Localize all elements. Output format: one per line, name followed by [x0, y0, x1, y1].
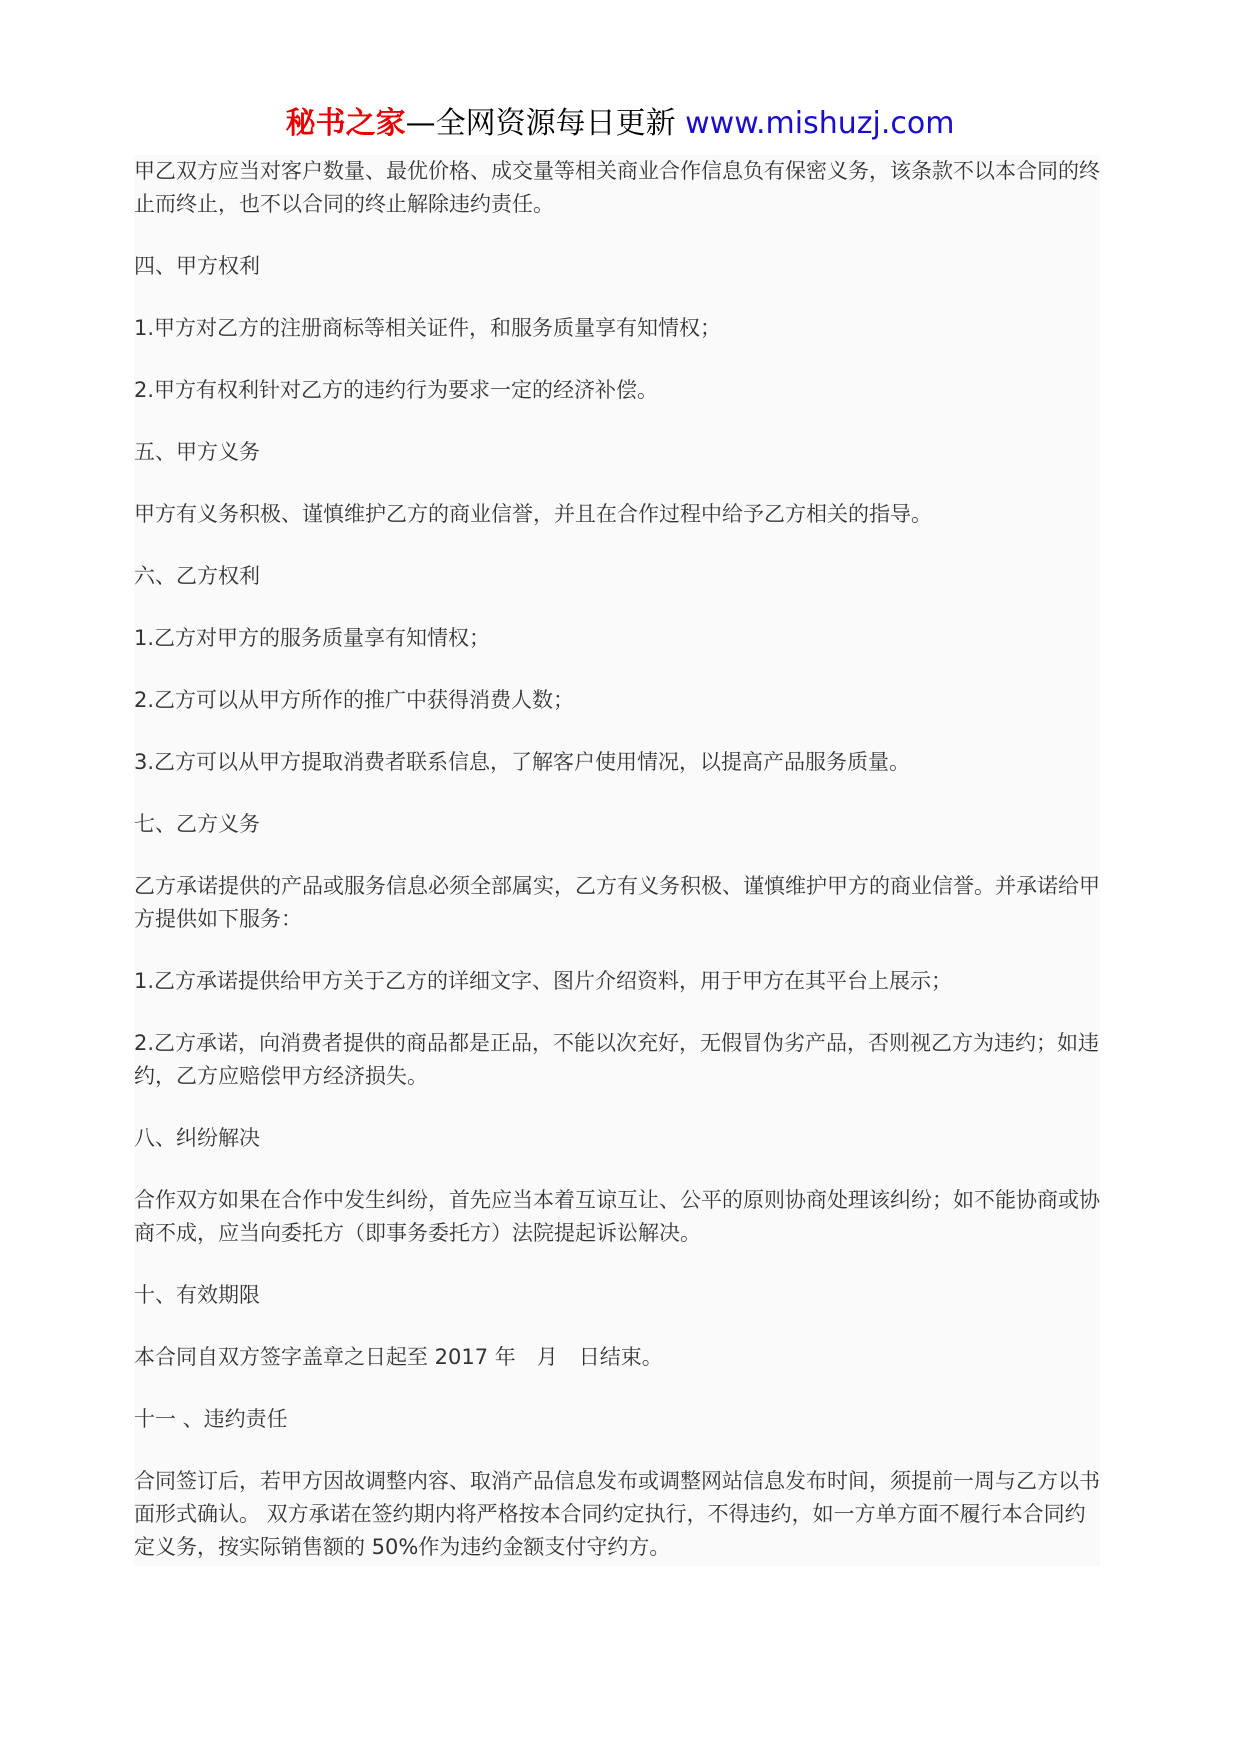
section-heading-dispute-resolution: 八、纠纷解决: [134, 1126, 260, 1150]
party-b-right-2: 2.乙方可以从甲方所作的推广中获得消费人数；: [134, 688, 575, 712]
validity-period-text: 本合同自双方签字盖章之日起至 2017 年 月 日结束。: [134, 1345, 663, 1369]
breach-liability-text: 合同签订后，若甲方因故调整内容、取消产品信息发布或调整网站信息发布时间，须提前一周与乙方以书面形式确认。 双方承诺在签约期内将严格按本合同约定执行，不得违约，如一方单方面不履行本合同约定义务，按实际销售额的 50%作为违约金额支付守约方。: [134, 1469, 1100, 1559]
dispute-resolution-text: 合作双方如果在合作中发生纠纷，首先应当本着互谅互让、公平的原则协商处理该纠纷；如不能协商或协商不成，应当向委托方（即事务委托方）法院提起诉讼解决。: [134, 1188, 1100, 1245]
party-b-obligation-intro: 乙方承诺提供的产品或服务信息必须全部属实，乙方有义务积极、谨慎维护甲方的商业信誉。并承诺给甲方提供如下服务：: [134, 874, 1100, 931]
party-a-right-1: 1.甲方对乙方的注册商标等相关证件，和服务质量享有知情权；: [134, 316, 722, 340]
brand-name: 秘书之家: [285, 106, 406, 141]
section-heading-breach-liability: 十一 、违约责任: [134, 1407, 288, 1431]
section-heading-party-b-obligations: 七、乙方义务: [134, 812, 260, 836]
party-a-right-2: 2.甲方有权利针对乙方的违约行为要求一定的经济补偿。: [134, 378, 659, 402]
party-b-obligation-1: 1.乙方承诺提供给甲方关于乙方的详细文字、图片介绍资料，用于甲方在其平台上展示；: [134, 969, 953, 993]
section-heading-party-a-obligations: 五、甲方义务: [134, 440, 260, 464]
section-heading-party-a-rights: 四、甲方权利: [134, 254, 260, 278]
page-header: [0, 102, 1240, 146]
party-b-right-1: 1.乙方对甲方的服务质量享有知情权；: [134, 626, 491, 650]
party-b-right-3: 3.乙方可以从甲方提取消费者联系信息，了解客户使用情况，以提高产品服务质量。: [134, 750, 911, 774]
section-heading-party-b-rights: 六、乙方权利: [134, 564, 260, 588]
site-url-link[interactable]: www.mishuzj.com: [685, 106, 955, 141]
document-body: [134, 155, 1100, 1566]
party-b-obligation-2: 2.乙方承诺，向消费者提供的商品都是正品，不能以次充好，无假冒伪劣产品，否则视乙方为违约；如违约，乙方应赔偿甲方经济损失。: [134, 1031, 1100, 1088]
header-slogan: —全网资源每日更新: [405, 106, 676, 141]
confidentiality-paragraph: 甲乙双方应当对客户数量、最优价格、成交量等相关商业合作信息负有保密义务，该条款不以本合同的终止而终止，也不以合同的终止解除违约责任。: [134, 159, 1100, 216]
party-a-obligation-text: 甲方有义务积极、谨慎维护乙方的商业信誉，并且在合作过程中给予乙方相关的指导。: [134, 502, 932, 526]
section-heading-validity-period: 十、有效期限: [134, 1283, 260, 1307]
